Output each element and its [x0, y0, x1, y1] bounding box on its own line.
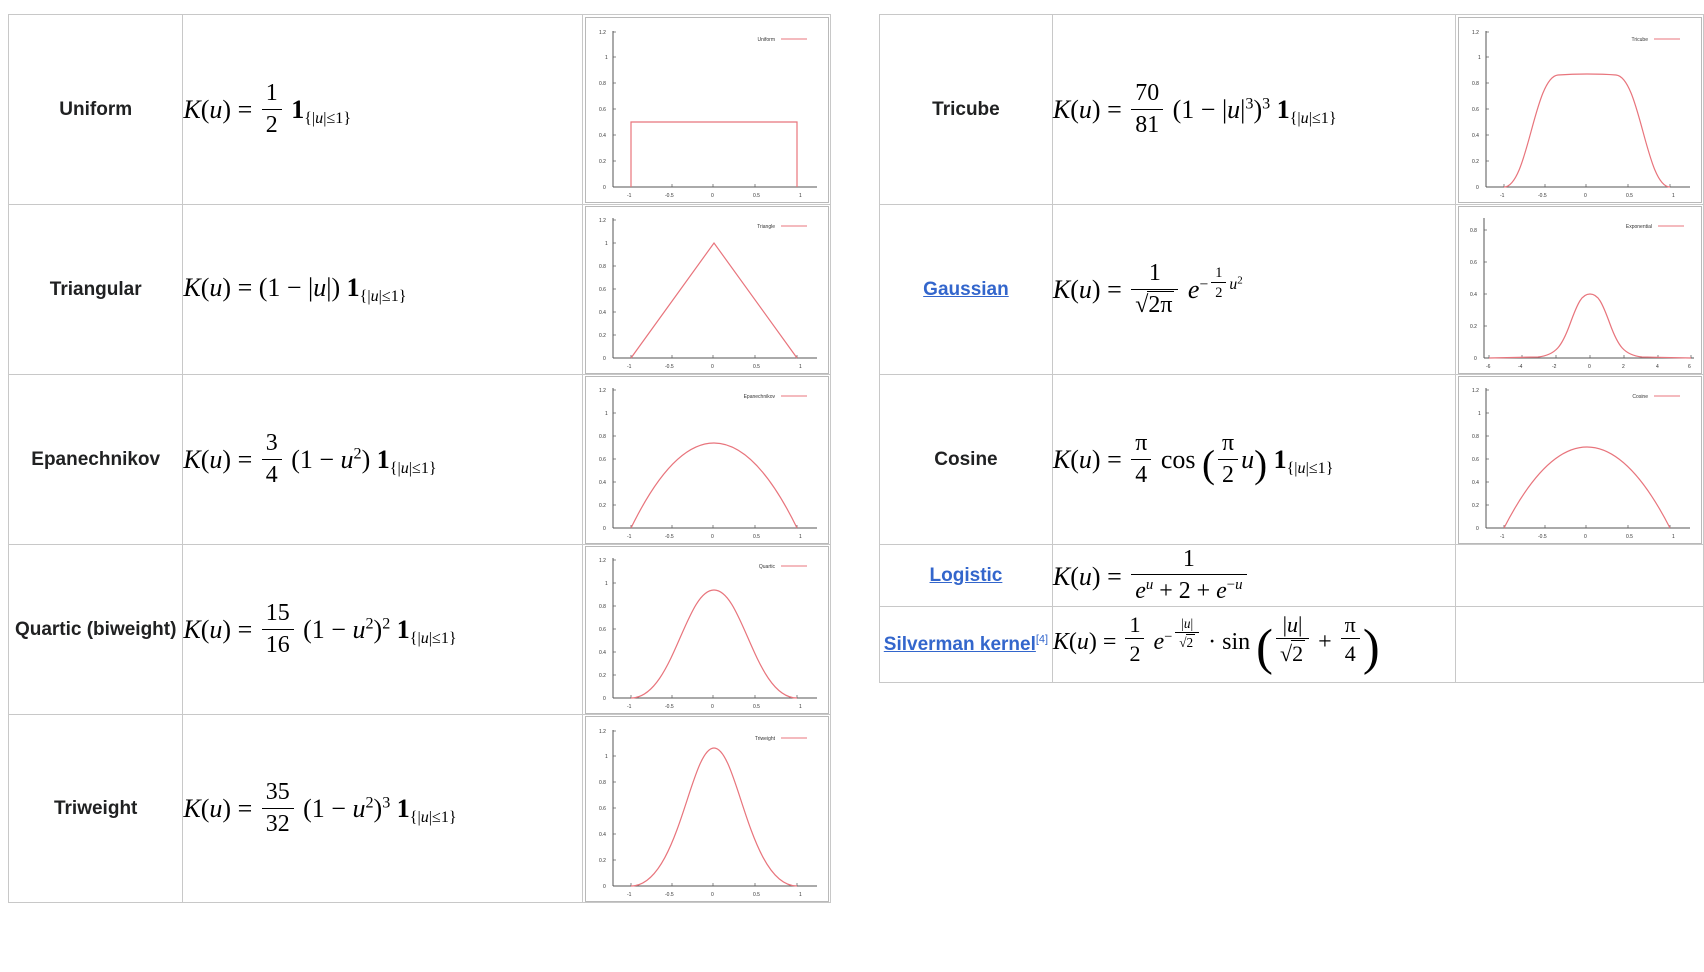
svg-text:1: 1 [798, 533, 802, 540]
kernel-name-uniform [9, 15, 183, 205]
kernel-name-cosine [880, 375, 1053, 545]
svg-text:-0.5: -0.5 [664, 891, 674, 898]
svg-text:0.4: 0.4 [1471, 132, 1479, 139]
svg-text:1: 1 [604, 753, 608, 760]
table-row [880, 545, 1704, 607]
svg-text:0.6: 0.6 [598, 456, 606, 463]
svg-text:0.6: 0.6 [598, 286, 606, 293]
table-row [9, 545, 831, 715]
kernel-plot-triweight [583, 715, 831, 903]
svg-text:0.5: 0.5 [752, 891, 760, 898]
svg-text:0: 0 [602, 883, 606, 890]
svg-text:1: 1 [1477, 410, 1481, 417]
kernel-plot-logistic-empty [1456, 545, 1704, 607]
svg-text:-1: -1 [1499, 192, 1505, 199]
svg-text:0.4: 0.4 [598, 309, 606, 316]
svg-text:0.8: 0.8 [598, 433, 606, 440]
table-row [9, 715, 831, 903]
kernel-name-triangular [9, 205, 183, 375]
kernel-formula-tricube: K(u) = $\frac{70}{81}$ $(1 - |u|^3)^3$ 1{|u|≤1} [1052, 15, 1455, 205]
svg-text:Epanechnikov: Epanechnikov [743, 393, 775, 400]
svg-text:0.5: 0.5 [752, 363, 760, 370]
logistic-link[interactable]: Logistic [929, 564, 1003, 586]
svg-text:-0.5: -0.5 [664, 363, 674, 370]
svg-text:0: 0 [1587, 363, 1591, 370]
table-row [9, 15, 831, 205]
svg-text:0.6: 0.6 [598, 805, 606, 812]
svg-text:0.8: 0.8 [1471, 433, 1479, 440]
kernel-formula-epanechnikov: K(u) = $\frac{3}{4}$ $(1 - u^2)$ 1{|u|≤1} [183, 375, 583, 545]
svg-text:0.4: 0.4 [598, 132, 606, 139]
svg-text:0: 0 [710, 192, 714, 199]
svg-text:-6: -6 [1485, 363, 1491, 370]
kernel-name-label: Triweight [53, 797, 138, 819]
svg-text:0.5: 0.5 [752, 192, 760, 199]
kernel-table-left [8, 14, 831, 903]
svg-text:0.4: 0.4 [1469, 291, 1477, 298]
svg-text:0.4: 0.4 [598, 831, 606, 838]
svg-text:1: 1 [1671, 533, 1675, 540]
svg-text:0.2: 0.2 [598, 857, 606, 864]
svg-text:-0.5: -0.5 [1537, 533, 1547, 540]
svg-text:1.2: 1.2 [598, 217, 606, 224]
svg-text:Triweight: Triweight [754, 735, 775, 742]
svg-text:-0.5: -0.5 [664, 192, 674, 199]
table-row [9, 205, 831, 375]
table-row [9, 375, 831, 545]
svg-text:1: 1 [604, 54, 608, 61]
svg-text:0: 0 [602, 525, 606, 532]
kernel-name-tricube [880, 15, 1053, 205]
svg-text:-1: -1 [1499, 533, 1505, 540]
kernel-name-label: Quartic (biweight) [14, 618, 177, 640]
svg-text:0: 0 [1583, 533, 1587, 540]
svg-text:0: 0 [1583, 192, 1587, 199]
svg-text:0.4: 0.4 [598, 649, 606, 656]
table-row [880, 607, 1704, 683]
kernel-table-right [879, 14, 1704, 683]
svg-text:0.2: 0.2 [598, 502, 606, 509]
svg-text:0.8: 0.8 [598, 263, 606, 270]
svg-text:Uniform: Uniform [757, 36, 775, 43]
kernel-formula-logistic: K(u) = $\frac{1}{e^u + 2 + e^{-u}}$ [1052, 545, 1455, 607]
kernel-name-gaussian [880, 205, 1053, 375]
svg-text:1.2: 1.2 [1471, 387, 1479, 394]
svg-text:6: 6 [1687, 363, 1691, 370]
kernel-formula-cosine: K(u) = $\frac{\pi}{4}$ cos ( $\frac{\pi}{2}$ u) 1{|u|≤1} [1052, 375, 1455, 545]
svg-text:-1: -1 [626, 192, 632, 199]
svg-text:2: 2 [1621, 363, 1625, 370]
kernel-plot-silverman-empty [1456, 607, 1704, 683]
kernel-name-triweight [9, 715, 183, 903]
svg-text:0.2: 0.2 [598, 672, 606, 679]
gaussian-link[interactable]: Gaussian [923, 278, 1009, 300]
svg-text:1: 1 [798, 703, 802, 710]
kernel-formula-gaussian: K(u) = $\frac{1}{√2\pi}$ $e^{- \frac{1}{2} u^2}$ [1052, 205, 1455, 375]
svg-text:Tricube: Tricube [1631, 36, 1648, 43]
svg-text:0.2: 0.2 [598, 332, 606, 339]
svg-text:-4: -4 [1517, 363, 1523, 370]
svg-text:-0.5: -0.5 [1537, 192, 1547, 199]
svg-text:0: 0 [710, 533, 714, 540]
svg-text:0: 0 [710, 703, 714, 710]
svg-text:0.6: 0.6 [1471, 106, 1479, 113]
kernel-plot-uniform [583, 15, 831, 205]
svg-text:1: 1 [798, 891, 802, 898]
svg-text:0.5: 0.5 [1625, 192, 1633, 199]
svg-text:0: 0 [602, 184, 606, 191]
kernel-name-label: Cosine [934, 448, 998, 470]
svg-text:1: 1 [604, 410, 608, 417]
table-row [880, 375, 1704, 545]
svg-text:Quartic: Quartic [758, 563, 775, 570]
svg-text:1.2: 1.2 [598, 728, 606, 735]
svg-text:-0.5: -0.5 [664, 533, 674, 540]
svg-text:0: 0 [1475, 184, 1479, 191]
svg-text:0.5: 0.5 [752, 533, 760, 540]
svg-text:1: 1 [604, 580, 608, 587]
kernel-plot-epanechnikov [583, 375, 831, 545]
kernel-plot-tricube [1456, 15, 1704, 205]
svg-text:-1: -1 [626, 891, 632, 898]
kernel-plot-triangular [583, 205, 831, 375]
svg-text:1: 1 [798, 192, 802, 199]
svg-text:4: 4 [1655, 363, 1659, 370]
kernel-plot-cosine [1456, 375, 1704, 545]
svg-text:-2: -2 [1551, 363, 1557, 370]
reference-marker[interactable]: [4] [1035, 633, 1049, 646]
svg-text:1: 1 [1477, 54, 1481, 61]
kernel-plot-gaussian [1456, 205, 1704, 375]
kernel-formula-triweight: K(u) = $\frac{35}{32}$ $(1 - u^2)^3$ 1{|u|≤1} [183, 715, 583, 903]
svg-text:1.2: 1.2 [1471, 29, 1479, 36]
svg-text:0.5: 0.5 [1625, 533, 1633, 540]
svg-text:-0.5: -0.5 [664, 703, 674, 710]
kernel-name-quartic [9, 545, 183, 715]
kernel-name-label: Triangular [49, 278, 142, 300]
svg-text:0.2: 0.2 [1469, 323, 1477, 330]
svg-text:0: 0 [1475, 525, 1479, 532]
kernel-name-silverman [880, 607, 1053, 683]
svg-text:0: 0 [710, 891, 714, 898]
svg-text:1: 1 [1671, 192, 1675, 199]
kernel-formula-quartic: K(u) = $\frac{15}{16}$ $(1 - u^2)^2$ 1{|u|≤1} [183, 545, 583, 715]
kernel-formula-triangular: K(u) = (1 − |u|) 1{|u|≤1} [183, 205, 583, 375]
svg-text:0.8: 0.8 [598, 779, 606, 786]
kernel-name-label: Epanechnikov [31, 448, 161, 470]
kernel-name-epanechnikov [9, 375, 183, 545]
svg-text:0.6: 0.6 [598, 626, 606, 633]
svg-text:0.2: 0.2 [598, 158, 606, 165]
svg-text:0.6: 0.6 [1469, 259, 1477, 266]
kernel-name-label: Silverman kernel [883, 633, 1036, 655]
svg-text:0.4: 0.4 [598, 479, 606, 486]
svg-text:0.8: 0.8 [1471, 80, 1479, 87]
silverman-link[interactable] [884, 634, 1036, 655]
svg-text:1.2: 1.2 [598, 557, 606, 564]
kernel-formula-silverman: K(u) = $\frac{1}{2}$ $e^{- \frac{|u|}{√2}}$ · sin ( $\frac{|u|}{√2}$ + $\frac{\pi}{4}$ ) [1052, 607, 1455, 683]
svg-text:Cosine: Cosine [1632, 393, 1648, 400]
kernel-name-label: Uniform [59, 98, 133, 120]
svg-text:0: 0 [602, 695, 606, 702]
svg-text:-1: -1 [626, 363, 632, 370]
kernel-plot-quartic [583, 545, 831, 715]
kernel-formula-uniform: K(u) = $\frac{1}{2}$ 1{|u|≤1} [183, 15, 583, 205]
svg-text:Exponential: Exponential [1625, 223, 1652, 230]
svg-text:0.8: 0.8 [598, 80, 606, 87]
svg-text:1.2: 1.2 [598, 387, 606, 394]
svg-text:0.8: 0.8 [598, 603, 606, 610]
svg-text:0.8: 0.8 [1469, 227, 1477, 234]
svg-text:0: 0 [710, 363, 714, 370]
svg-text:0.2: 0.2 [1471, 158, 1479, 165]
kernel-name-label: Tricube [932, 98, 1000, 120]
svg-text:-1: -1 [626, 703, 632, 710]
kernel-name-logistic [880, 545, 1053, 607]
svg-text:0: 0 [602, 355, 606, 362]
svg-text:1: 1 [604, 240, 608, 247]
svg-text:Triangle: Triangle [756, 223, 775, 230]
svg-text:0.2: 0.2 [1471, 502, 1479, 509]
table-row [880, 205, 1704, 375]
svg-text:1.2: 1.2 [598, 29, 606, 36]
svg-text:0.6: 0.6 [598, 106, 606, 113]
svg-text:0.5: 0.5 [752, 703, 760, 710]
svg-text:1: 1 [798, 363, 802, 370]
svg-text:-1: -1 [626, 533, 632, 540]
svg-text:0.4: 0.4 [1471, 479, 1479, 486]
svg-text:0: 0 [1473, 355, 1477, 362]
svg-text:0.6: 0.6 [1471, 456, 1479, 463]
table-row [880, 15, 1704, 205]
